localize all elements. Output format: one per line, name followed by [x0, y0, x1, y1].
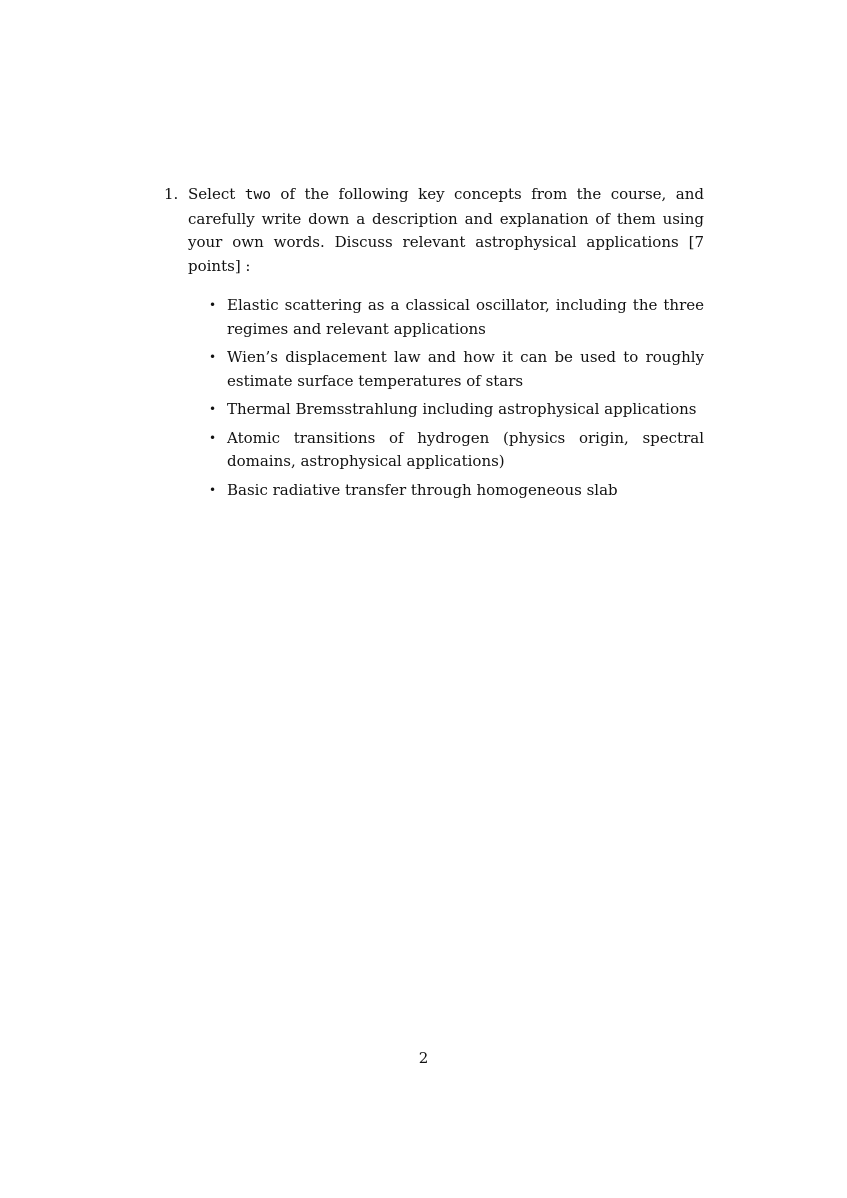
bullet-icon: • [209, 430, 217, 445]
list-item [207, 427, 704, 474]
question-row [164, 183, 704, 278]
list-item-text: Elastic scattering as a classical oscillator, including the three regimes and relevant applications [227, 296, 704, 338]
list-item-text: Basic radiative transfer through homogeneous slab [227, 480, 618, 499]
list-item-text: Atomic transitions of hydrogen (physics origin, spectral domains, astrophysical applications) [227, 428, 704, 470]
bullet-icon: • [209, 482, 217, 497]
list-item-text: Wien’s displacement law and how it can be used to roughly estimate surface temperatures of stars [227, 348, 704, 390]
list-item [207, 479, 704, 503]
list-item [207, 346, 704, 393]
bullet-icon: • [209, 350, 217, 364]
list-item [207, 398, 704, 422]
list-item [207, 294, 704, 341]
bullet-icon: • [209, 298, 217, 312]
question-text-after: of the following key concepts from the course, and carefully write down a description and explanation of them using your own words. Discuss relevant astrophysical applications [7 points] : [188, 185, 704, 275]
question-keyword: two [244, 187, 271, 203]
question-number: 1. [164, 185, 179, 203]
list-item-text: Thermal Bremsstrahlung including astrophysical applications [227, 400, 697, 418]
concept-list [164, 294, 704, 502]
question-text-before: Select [188, 185, 245, 203]
question-text [188, 183, 704, 278]
question-block [164, 183, 704, 507]
bullet-icon: • [209, 402, 217, 416]
page-number: 2 [418, 1049, 429, 1067]
